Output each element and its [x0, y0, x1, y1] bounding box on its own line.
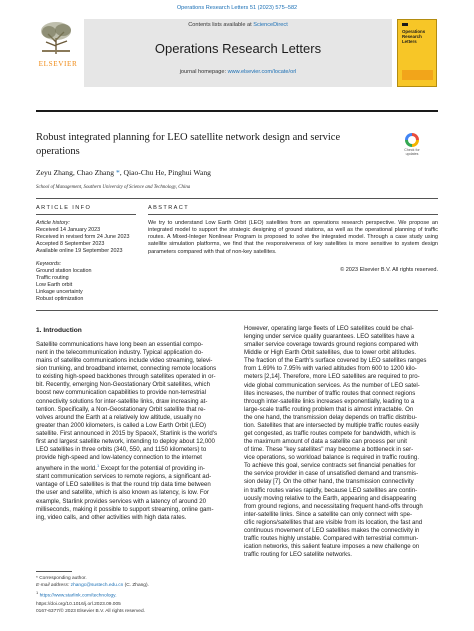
body-line: [36, 462, 232, 473]
body-line: the maximum amount of data a satellite can process per unit: [244, 438, 407, 446]
keyword-item: Traffic routing: [36, 275, 69, 281]
author-list: [36, 168, 438, 177]
history-received: Received 14 January 2023: [36, 227, 101, 233]
body-line: vantage of LEO satellites is that the round trip data time between: [36, 481, 211, 489]
body-text: Except for the potential of providing in-: [100, 465, 205, 473]
body-line: vice operations, so workload balance is required in traffic routing.: [244, 454, 420, 462]
doi-link[interactable]: https://doi.org/10.1016/j.orl.2023.09.005: [36, 602, 121, 607]
elsevier-logo[interactable]: [36, 20, 80, 66]
body-line: in traffic routes varies rapidly, because LEO satellites are contin-: [244, 486, 418, 494]
abstract-heading: ABSTRACT: [148, 205, 190, 211]
body-line: to existing high-speed backbones through satellites operated in or-: [36, 373, 216, 381]
corresponding-mark: *: [36, 576, 38, 581]
corresponding-footnote: [36, 576, 87, 581]
body-line: volves around the Earth at a relatively low altitude, usually no: [36, 413, 201, 421]
body-line: lenging under service quality guarantees. LEO satellites have a: [244, 333, 415, 341]
body-line: lites increases, the number of traffic routes that connect regions: [244, 389, 416, 397]
body-line: tion. Satellites that are intersected by multiple traffic routes easily: [244, 421, 419, 429]
body-line: Middle or High Earth Orbit satellites, due to lower orbit altitudes.: [244, 349, 417, 357]
body-line: greater than 2000 kilometers, is called a Low Earth Orbit (LEO): [36, 421, 207, 429]
body-line: vide global communication services. As the number of LEO satel-: [244, 381, 420, 389]
body-line: through inter-satellite links increases exponentially, leading to a: [244, 397, 415, 405]
body-line: ing, video calls, and other activities with high data rates.: [36, 513, 187, 521]
keyword-item: Linkage uncertainty: [36, 289, 83, 295]
body-line: LEO satellites in three orbits (340, 550, and 1150 kilometers) to: [36, 446, 207, 454]
keywords-label: Keywords:: [36, 261, 62, 267]
contents-line: [84, 22, 392, 28]
email-footnote: [36, 583, 149, 588]
body-line: the user and satellite, which is also known as latency, is low. For: [36, 489, 209, 497]
footnote-ref-link[interactable]: 1: [96, 463, 100, 469]
journal-citation[interactable]: Operations Research Letters 51 (2023) 575–582: [176, 5, 298, 11]
body-line: connectivity solutions for inter-satellite links, draw increasing at-: [36, 397, 208, 405]
body-line: the one hand, the transmission delay depends on traffic distribu-: [244, 413, 417, 421]
body-line: nent in the telecommunication industry. Typical application do-: [36, 349, 204, 357]
body-line: However, operating large fleets of LEO satellites could be chal-: [244, 325, 414, 332]
body-line: traffic routes highly unstable. Compared with terrestrial commun-: [244, 535, 419, 543]
starlink-link[interactable]: https://www.starlink.com/technology.: [39, 593, 117, 599]
contents-prefix: Contents lists available at: [188, 22, 254, 28]
article-info-heading: ARTICLE INFO: [36, 205, 92, 211]
body-line: sion trunking, and broadband internet, connecting remote locations: [36, 365, 217, 373]
body-line: The fraction of the Earth's surface covered by LEO satellites ranges: [244, 357, 427, 365]
email-link[interactable]: zhangc@sustech.edu.cn: [70, 583, 124, 588]
url-footnote: [36, 590, 117, 599]
homepage-link[interactable]: www.elsevier.com/locate/orl: [227, 69, 297, 75]
header-rule: [36, 110, 438, 112]
body-line: from 1.69% to 7.95% with varied altitudes from 600 to 1200 kilo-: [244, 365, 417, 373]
abstract-rule: [148, 214, 438, 215]
body-line: tention. Specifically, a Non-Geostationary Orbit satellite that re-: [36, 405, 206, 413]
body-line: the service provider in case of unsatisfied demand and transmis-: [244, 470, 419, 478]
body-line: meters [2,14]. Therefore, more LEO satellites are required to pro-: [244, 373, 420, 381]
body-line: smaller service coverage towards ground regions compared with: [244, 341, 419, 349]
section-heading-introduction: 1. Introduction: [36, 327, 82, 334]
email-suffix: (C. Zhang).: [124, 583, 149, 588]
footnote-number: 1: [36, 590, 39, 595]
abstract-text: We try to understand Low Earth Orbit (LEO) satellites from an operations research perspective. We propose an integrated model to support the strategic designing of ground stations, as well as the operational planning of traffic routes. A Mixed-Integer Nonlinear Program is proposed to solve the integrated model. Through a case study using satellite simulation platforms, we find that the responsiveness of key satellites is more sensitive to system design parameters compared with that of non-key satellites.: [148, 220, 438, 255]
body-rule: [36, 310, 438, 311]
history-label: Article history:: [36, 220, 70, 226]
journal-header-box: [84, 19, 392, 87]
body-line: boost new communication capabilities to provide non-terrestrial: [36, 389, 207, 397]
journal-title: Operations Research Letters: [154, 41, 322, 56]
check-updates-icon: [405, 133, 419, 147]
body-line: traffic routing for LEO satellite networks.: [244, 551, 352, 559]
homepage-prefix: journal homepage:: [179, 69, 228, 75]
cover-strip: [402, 70, 433, 80]
keyword-item: Ground station location: [36, 268, 92, 274]
intro-right-column: [244, 325, 438, 559]
history-accepted: Accepted 8 September 2023: [36, 241, 105, 247]
body-line: To achieve this goal, service contracts set financial penalties for: [244, 462, 416, 470]
intro-left-column: [36, 341, 232, 522]
article-title: Robust integrated planning for LEO satellite network design and service operations: [36, 132, 341, 157]
body-line: example, Starlink provides services with a latency of around 20: [36, 497, 207, 505]
cover-title: Operations Research Letters: [402, 29, 426, 44]
body-line: of time. These "key satellites" may become a bottleneck in ser-: [244, 446, 414, 454]
body-line: stant communication services to remote regions, a significant ad-: [36, 473, 212, 481]
body-line: uously moving relative to the Earth, appearing and disappearing: [244, 494, 417, 502]
body-line: continuous movement of LEO satellites makes the connectivity in: [244, 526, 420, 534]
body-line: from ground regions, and necessitating frequent hand-offs through: [244, 502, 423, 510]
info-rule: [36, 214, 136, 215]
check-updates-label: Check for updates: [404, 148, 420, 156]
authors-first: Zeyu Zhang, Chao Zhang: [36, 168, 116, 177]
keyword-item: Robust optimization: [36, 296, 84, 302]
keyword-item: Low Earth orbit: [36, 282, 73, 288]
journal-cover[interactable]: [397, 19, 437, 87]
corresponding-author-mark[interactable]: *: [115, 168, 120, 177]
abstract-copyright: © 2023 Elsevier B.V. All rights reserved.: [340, 267, 438, 273]
body-line: provide high-speed and low-latency connection to the internet: [36, 454, 202, 462]
body-line: cific regions/satellites that are visible from its location, the fast and: [244, 518, 423, 526]
history-online: Available online 19 September 2023: [36, 248, 123, 254]
issn-line: 0167-6377/© 2023 Elsevier B.V. All rights reserved.: [36, 609, 145, 614]
body-line: ication networks, this salient feature imposes a new challenge on: [244, 543, 420, 551]
sciencedirect-link[interactable]: ScienceDirect: [253, 22, 288, 28]
body-line: first and largest satellite network, intending to deploy about 12,000: [36, 437, 215, 445]
email-label: E-mail address:: [36, 583, 70, 588]
corresponding-text: Corresponding author.: [39, 576, 87, 581]
body-text: anywhere in the world.: [36, 465, 97, 473]
section-rule: [36, 198, 438, 199]
body-line: bit. Recently, emerging Non-Geostationary Orbit satellites, which: [36, 381, 210, 389]
elsevier-wordmark: ELSEVIER: [38, 60, 78, 68]
cover-mark: [402, 23, 408, 26]
footnote-rule: [36, 571, 72, 572]
homepage-line: [84, 69, 392, 75]
body-line: milliseconds, making it possible to support streaming, online gam-: [36, 505, 214, 513]
body-line: Satellite communications have long been an essential compo-: [36, 341, 203, 348]
authors-rest: , Qiao-Chu He, Pinghui Wang: [119, 168, 211, 177]
check-for-updates-button[interactable]: [402, 133, 422, 156]
body-line: get congested, as traffic routes compete for bandwidth, which is: [244, 430, 416, 438]
body-line: sion delay [7]. On the other hand, the transmission connectivity: [244, 478, 414, 486]
body-line: mains of satellite communications include video streaming, televi-: [36, 357, 213, 365]
body-line: inter-satellite links. Since a satellite can only connect with spe-: [244, 510, 412, 518]
body-line: satellite. First announced in 2015 by SpaceX, Starlink is the world's: [36, 429, 218, 437]
tree-icon: [36, 20, 76, 54]
affiliation: School of Management, Southern University of Science and Technology, China: [36, 185, 191, 190]
body-line: large-scale traffic routing problem that is almost intractable. On: [244, 405, 414, 413]
history-revised: Received in revised form 24 June 2023: [36, 234, 130, 240]
